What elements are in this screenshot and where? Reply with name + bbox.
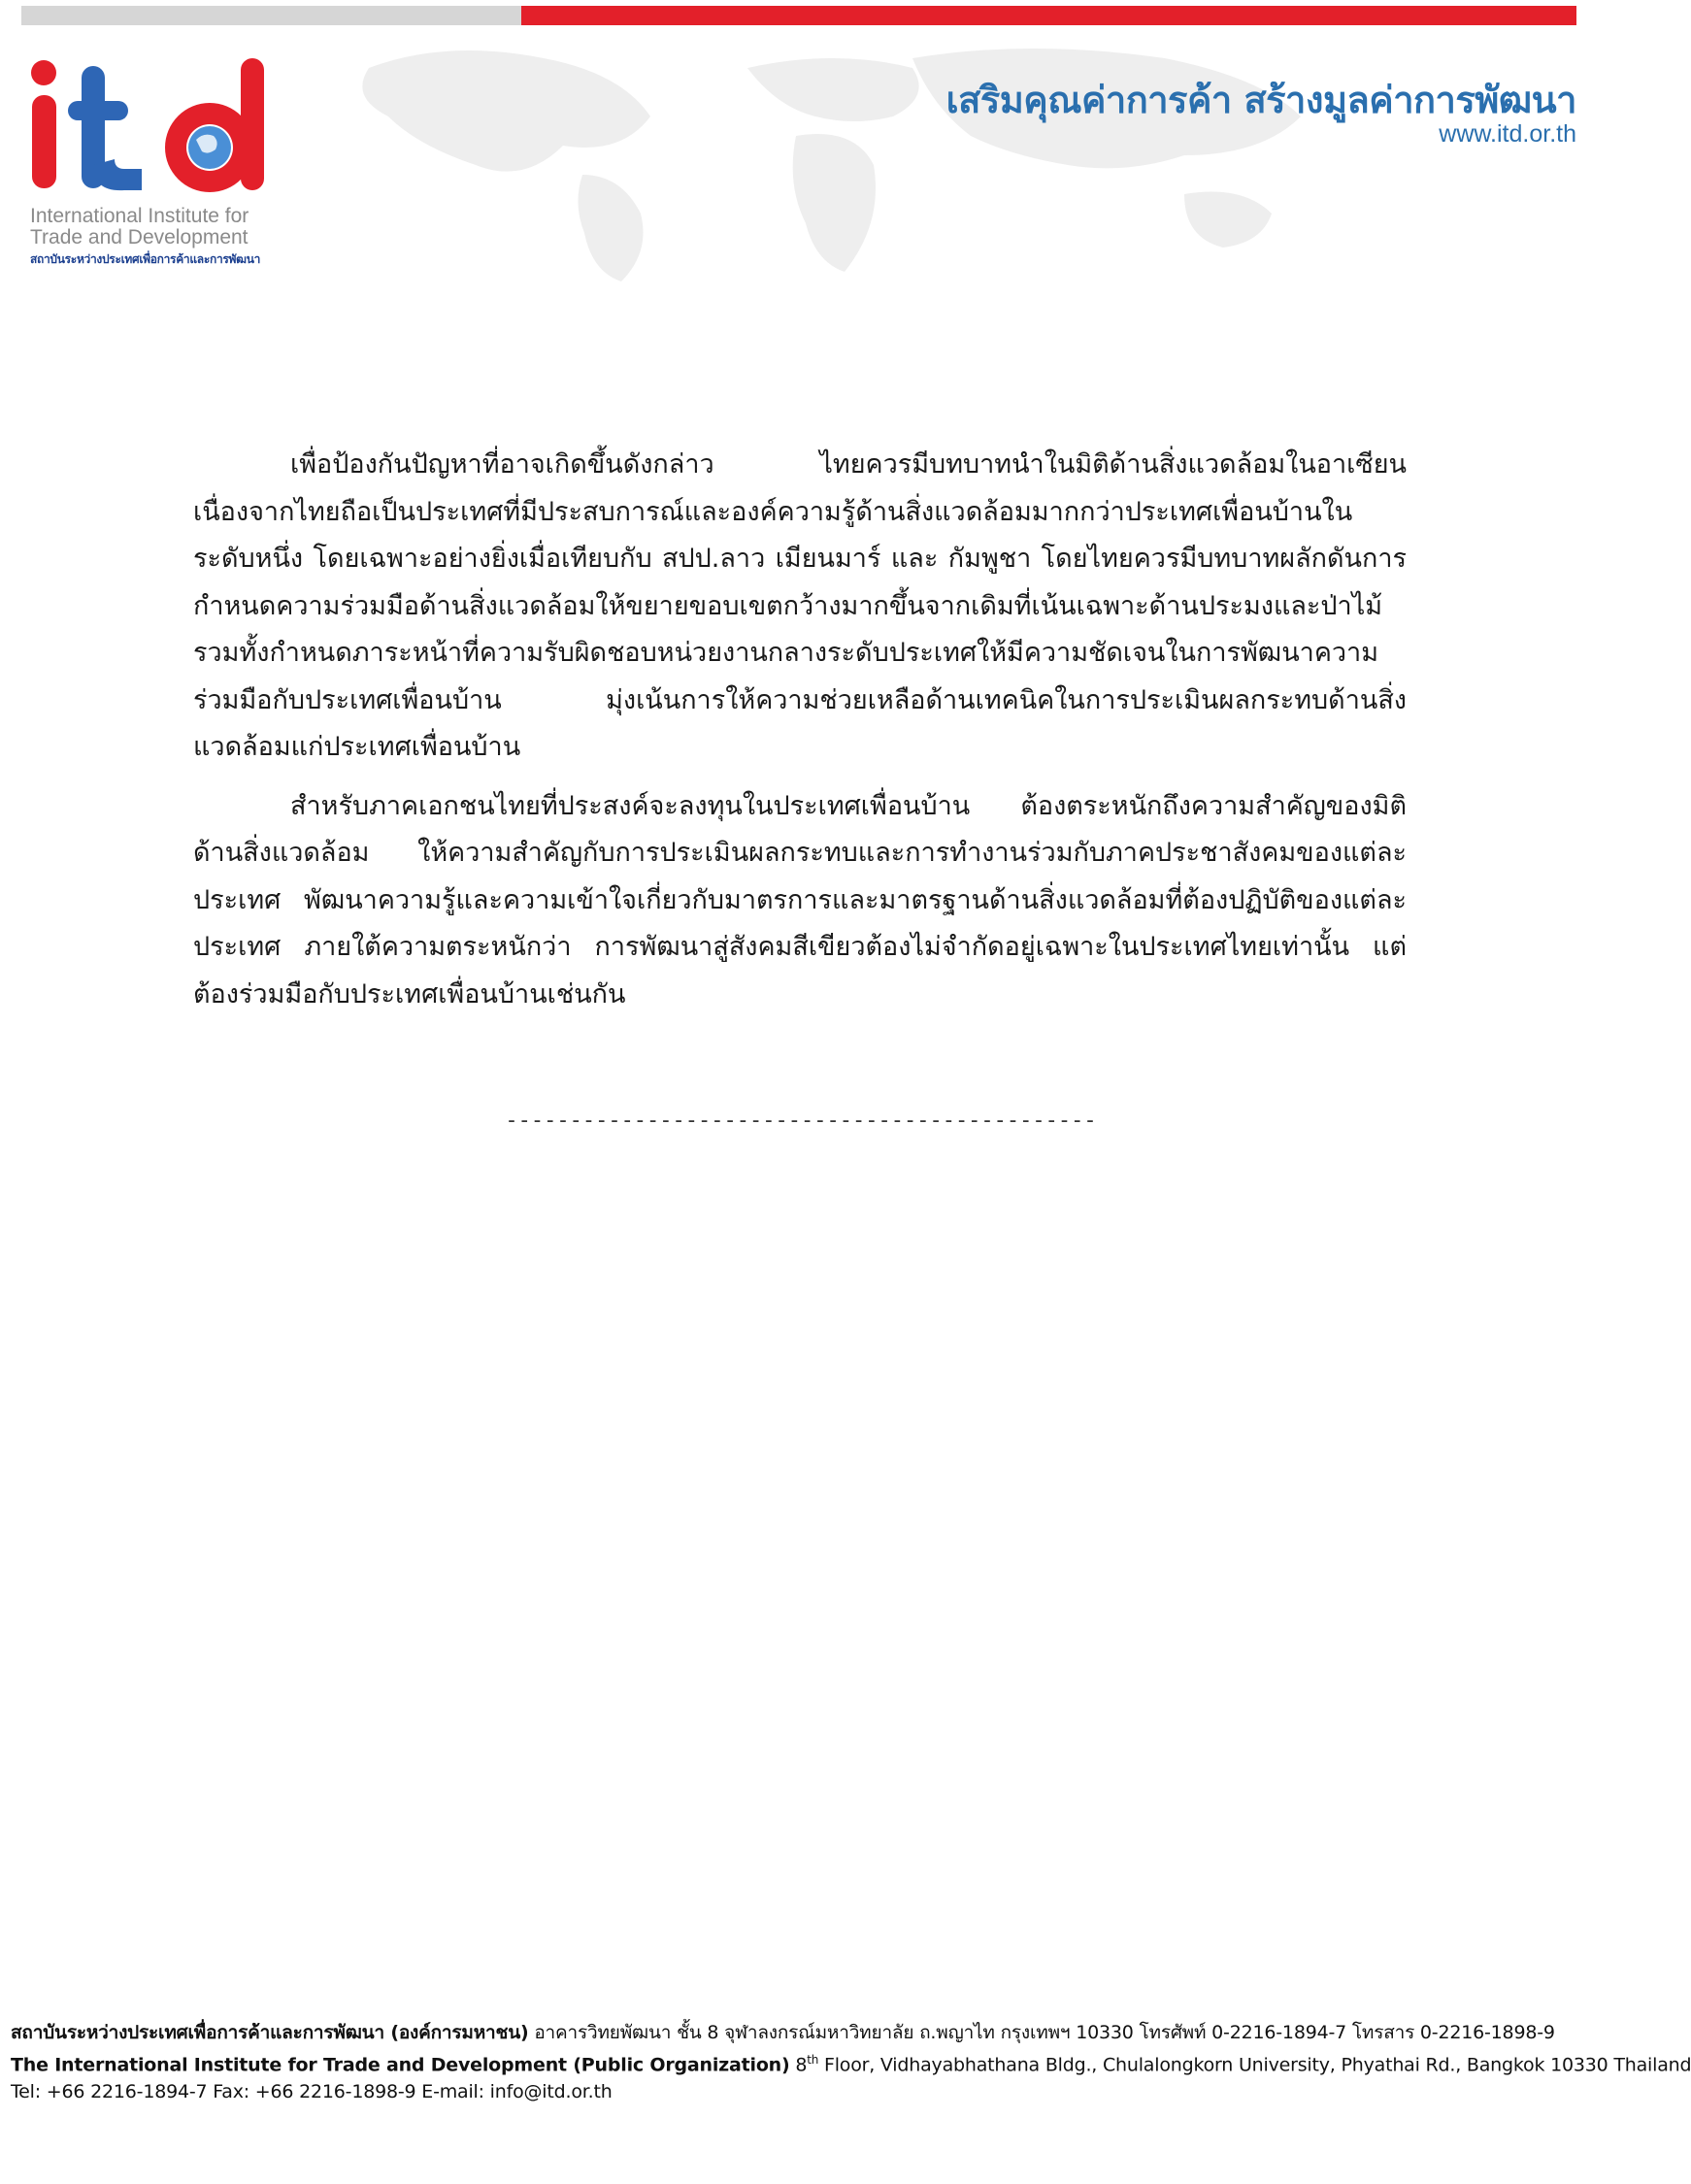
footer-org-name-thai: สถาบันระหว่างประเทศเพื่อการค้าและการพัฒนา (องค์การมหาชน)	[11, 2022, 529, 2043]
footer-floor-suffix: th	[807, 2053, 819, 2067]
itd-logo	[27, 58, 289, 272]
header-website: www.itd.or.th	[1439, 120, 1576, 148]
world-map-watermark	[330, 29, 1398, 286]
footer-line-english	[11, 2046, 1691, 2078]
footer-org-name-english: The International Institute for Trade and Development (Public Organization)	[11, 2054, 790, 2076]
header-slogan: เสริมคุณค่าการค้า สร้างมูลค่าการพัฒนา	[945, 79, 1576, 121]
footer-line-thai	[11, 2019, 1591, 2046]
top-color-bar	[21, 6, 1576, 25]
logo-text-thai: สถาบันระหว่างประเทศเพื่อการค้าและการพัฒนา	[30, 252, 261, 266]
document-body	[193, 442, 1407, 1030]
footer-contact-line: Tel: +66 2216-1894-7 Fax: +66 2216-1898-9 E-mail: info@itd.or.th	[11, 2081, 613, 2103]
logo-text-line-2: Trade and Development	[30, 226, 249, 248]
footer-address-thai: อาคารวิทยพัฒนา ชั้น 8 จุฬาลงกรณ์มหาวิทยาลัย ถ.พญาไท กรุงเทพฯ 10330 โทรศัพท์ 0-2216-1894-7 โทรสาร 0-2216-1898-9	[528, 2022, 1555, 2043]
footer-address-english: Floor, Vidhayabhathana Bldg., Chulalongkorn University, Phyathai Rd., Bangkok 10330 Thailand	[818, 2054, 1691, 2076]
top-bar-gray-segment	[21, 6, 521, 25]
logo-text-line-1: International Institute for	[30, 205, 249, 227]
page-footer	[11, 2019, 1691, 2105]
top-bar-red-segment	[521, 6, 1576, 25]
body-paragraph-2: สำหรับภาคเอกชนไทยที่ประสงค์จะลงทุนในประเทศเพื่อนบ้าน ต้องตระหนักถึงความสำคัญของมิติด้านสิ่งแวดล้อม ให้ความสำคัญกับการประเมินผลกระทบและการทำงานร่วมกับภาคประชาสังคมของแต่ละประเทศ พัฒนาความรู้และความเข้าใจเกี่ยวกับมาตรการและมาตรฐานด้านสิ่งแวดล้อมที่ต้องปฏิบัติของแต่ละประเทศ ภายใต้ความตระหนักว่า การพัฒนาสู่สังคมสีเขียวต้องไม่จำกัดอยู่เฉพาะในประเทศไทยเท่านั้น แต่ต้องร่วมมือกับประเทศเพื่อนบ้านเช่นกัน	[193, 790, 1407, 1009]
body-paragraph-1: เพื่อป้องกันปัญหาที่อาจเกิดขึ้นดังกล่าว ไทยควรมีบทบาทนำในมิติด้านสิ่งแวดล้อมในอาเซียน เนื่องจากไทยถือเป็นประเทศที่มีประสบการณ์และองค์ความรู้ด้านสิ่งแวดล้อมมากกว่าประเทศเพื่อนบ้านในระดับหนึ่ง โดยเฉพาะอย่างยิ่งเมื่อเทียบกับ สปป.ลาว เมียนมาร์ และ กัมพูชา โดยไทยควรมีบทบาทผลักดันการกำหนดความร่วมมือด้านสิ่งแวดล้อมให้ขยายขอบเขตกว้างมากขึ้นจากเดิมที่เน้นเฉพาะด้านประมงและป่าไม้ รวมทั้งกำหนดภาระหน้าที่ความรับผิดชอบหน่วยงานกลางระดับประเทศให้มีความชัดเจนในการพัฒนาความร่วมมือกับประเทศเพื่อนบ้าน มุ่งเน้นการให้ความช่วยเหลือด้านเทคนิคในการประเมินผลกระทบด้านสิ่งแวดล้อมแก่ประเทศเพื่อนบ้าน	[193, 449, 1407, 762]
section-divider: ----------------------------------------------	[505, 1109, 1097, 1133]
footer-floor-number: 8	[789, 2054, 808, 2076]
itd-logo-mark	[27, 58, 280, 204]
